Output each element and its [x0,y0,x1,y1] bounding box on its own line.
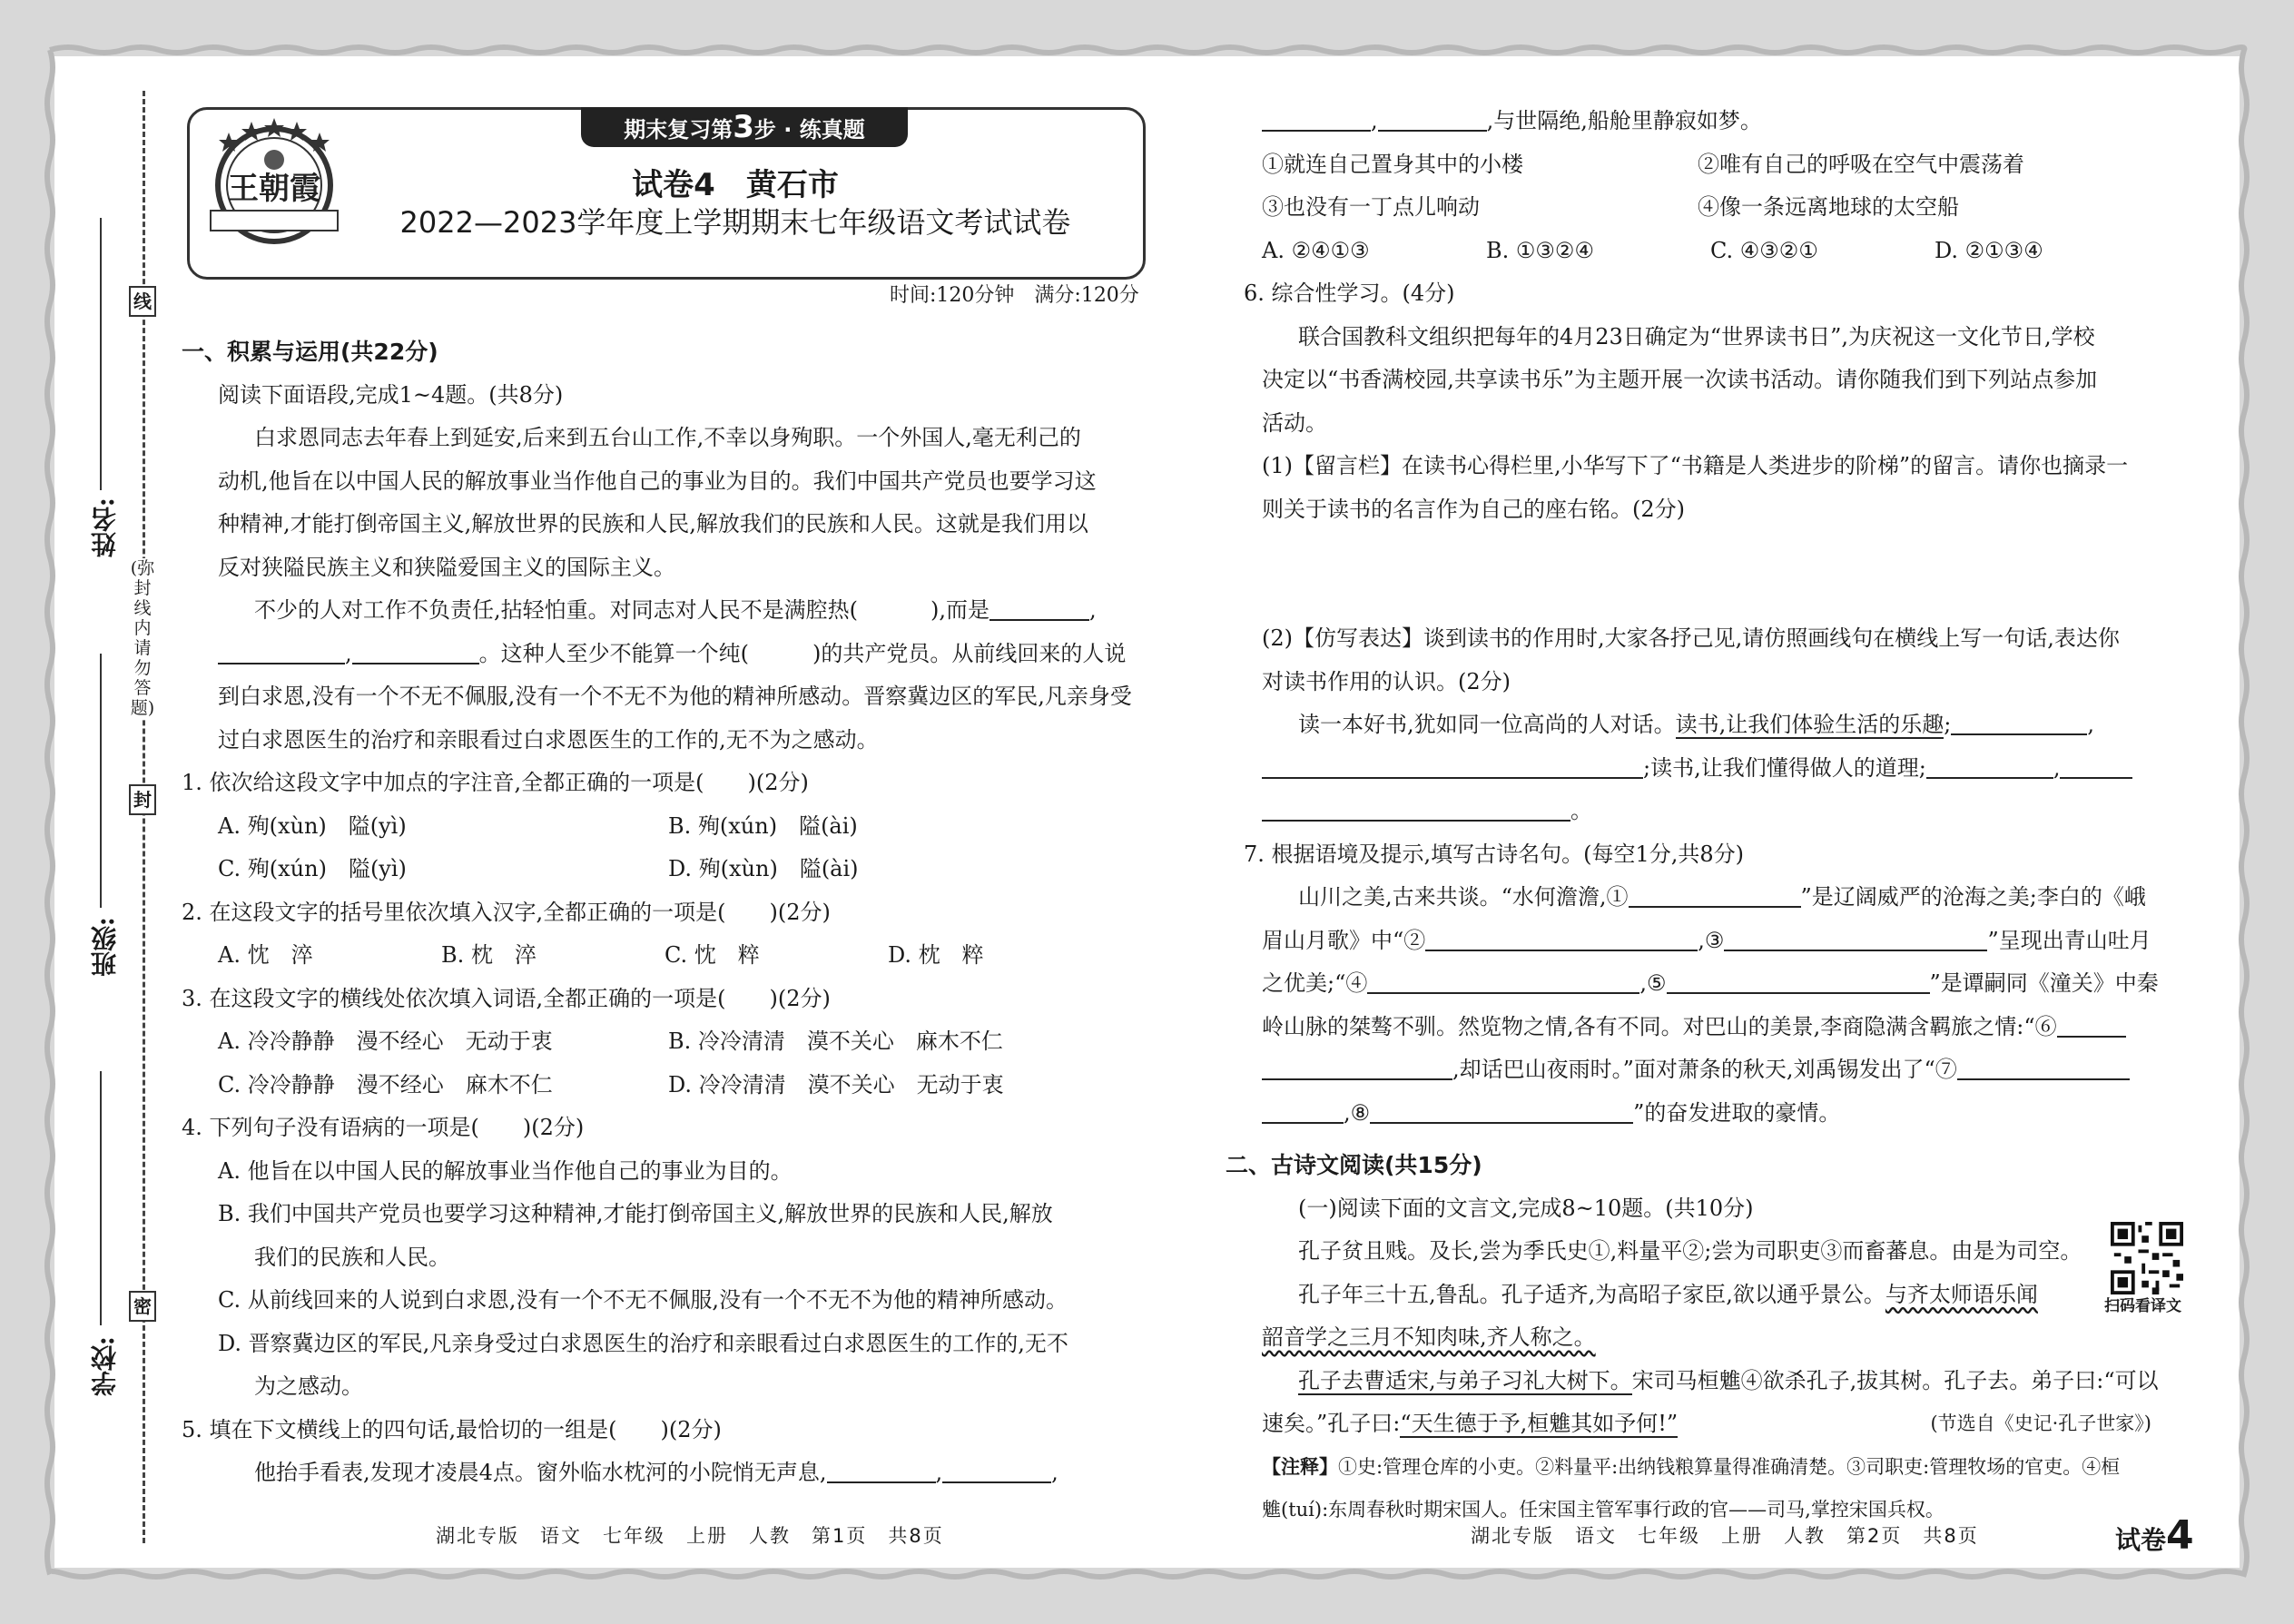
cl3-wavy: 韶音学之三月不知肉味,齐人称之。 [1262,1324,1596,1350]
para2-b: ),而是 [930,597,989,623]
classical-line-4 [1262,1360,2188,1403]
q6-2-line: 对读书作用的认识。(2分) [1262,668,1511,694]
notes-line-2: 魋(tuí):东周春秋时期宋国人。任宋国主管军事行政的官——司马,掌控宋国兵权。 [1262,1499,1944,1521]
binding-char-seal: 封 [129,784,156,815]
q6-para-line: 联合国教科文组织把每年的4月23日确定为“世界读书日”,为庆祝这一文化节日,学校 [1298,323,2095,349]
time-info: 时间:120分钟 满分:120分 [890,284,1139,307]
binding-char-dense: 密 [129,1291,156,1322]
q3-option-a[interactable]: A. 冷冷静静 漫不经心 无动于衷 [218,1029,553,1054]
q4-option-d-cont: 为之感动。 [254,1373,363,1399]
q1-option-c[interactable]: C. 殉(xún) 隘(yì) [218,856,407,881]
blank-line[interactable] [942,1456,1051,1483]
left-column [182,330,1153,1495]
paper-label: 试卷 [2115,1525,2167,1555]
poem-blank-7b[interactable] [1262,1097,1344,1124]
q6-1-line: (1)【留言栏】在读书心得栏里,小华写下了“书籍是人类进步的阶梯”的留言。请你也摘录一 [1262,453,2129,478]
tag-suffix: 步 · 练真题 [753,117,865,143]
q4-option-b[interactable]: B. 我们中国共产党员也要学习这种精神,才能打倒帝国主义,解放世界的民族和人民,解放 [218,1201,1053,1226]
para2-line: 到白求恩,没有一个不无不佩服,没有一个不无不为他的精神所感动。晋察冀边区的军民,凡亲身受 [218,684,1132,709]
paper-num: 4 [2166,1512,2194,1559]
cl5-a: 速矣。”孔子曰: [1262,1411,1401,1436]
footer-left: 湖北专版 语文 七年级 上册 人教 第1页 共8页 [436,1525,944,1547]
blank-line[interactable] [827,1456,936,1483]
blank-bracket[interactable] [749,637,812,664]
q1-option-b[interactable]: B. 殉(xún) 隘(ài) [668,812,858,839]
q7-line [1262,962,2188,1006]
para1-line: 动机,他旨在以中国人民的解放事业当作他自己的事业为目的。我们中国共产党员也要学习这 [218,468,1097,494]
q5-option-a[interactable]: A. ②④①③ [1262,237,1370,263]
question-4: 4. 下列句子没有语病的一项是( )(2分) [182,1115,585,1140]
section-2-heading: 二、古诗文阅读(共15分) [1226,1152,1482,1178]
q1-option-a[interactable]: A. 殉(xùn) 隘(yì) [218,812,407,839]
cl2-wavy: 与齐太师语乐闻 [1885,1281,2038,1307]
binding-note: (弥封线内请勿答题) [127,558,158,718]
q6-2-line3: 。 [1262,790,2188,833]
classical-line-2 [1262,1274,2188,1317]
right-column [1226,100,2188,1532]
q6-2-a: 读一本好书,犹如同一位高尚的人对话。 [1298,712,1676,737]
classical-line-3 [1262,1316,2188,1360]
para2-line: 过白求恩医生的治疗和亲眼看过白求恩医生的工作的,无不为之感动。 [218,726,879,753]
q6-1-answer-space[interactable] [1262,531,2188,617]
para1-line: 反对狭隘民族主义和狭隘爱国主义的国际主义。 [218,554,675,580]
brand-logo [202,113,347,249]
question-1: 1. 依次给这段文字中加点的字注音,全都正确的一项是( )(2分) [182,770,809,795]
question-3: 3. 在这段文字的横线处依次填入词语,全都正确的一项是( )(2分) [182,985,831,1011]
blank-line[interactable] [1262,752,1643,779]
qr-code-icon[interactable] [2111,1222,2183,1294]
poem-blank-6[interactable] [2057,1010,2126,1038]
question-7: 7. 根据语境及提示,填写古诗名句。(每空1分,共8分) [1244,841,1745,867]
poem-blank-1[interactable] [1629,881,1801,908]
classical-line-1: 孔子贫且贱。及长,尝为季氏史①,料量平②;尝为司职吏③而畜蕃息。由是为司空。 [1298,1238,2082,1264]
q7-line [1262,1092,2188,1136]
name-label: 姓名: [90,497,120,558]
q1-option-d[interactable]: D. 殉(xùn) 隘(ài) [668,856,859,881]
q7-line [1262,1006,2188,1049]
q5-item-2: ②唯有自己的呼吸在空气中震荡着 [1698,151,2024,177]
blank-line[interactable] [1951,708,2087,735]
class-field[interactable] [100,654,102,908]
paper-number [2115,1512,2194,1559]
q5-continuation: , ,与世隔绝,船舱里静寂如梦。 [1262,100,2188,143]
notes-label: 【注释】 [1262,1455,1338,1478]
q6-2-c: ;读书,让我们懂得做人的道理; [1643,754,1926,781]
qr-label: 扫码看译文 [2104,1297,2181,1315]
reading-intro: 阅读下面语段,完成1~4题。(共8分) [218,381,564,408]
q6-2-prompt: 读一本好书,犹如同一位高尚的人对话。读书,让我们体验生活的乐趣; , [1262,704,2188,747]
q7-g: ,⑤ [1639,970,1667,996]
q4-option-c[interactable]: C. 从前线回来的人说到白求恩,没有一个不无不佩服,没有一个不无不为他的精神所感动。 [218,1287,1068,1313]
q5-text: 他抬手看表,发现才凌晨4点。窗外临水枕河的小院悄无声息, , , [182,1452,1153,1495]
binding-char-line: 线 [129,286,156,317]
q6-para-line: 活动。 [1262,409,1327,436]
q7-l: ”的奋发进取的豪情。 [1633,1099,1841,1126]
blank-line[interactable] [1926,752,2053,779]
q4-option-a[interactable]: A. 他旨在以中国人民的解放事业当作他自己的事业为目的。 [218,1157,793,1184]
tag-step: 3 [733,109,754,145]
school-field[interactable] [100,1071,102,1325]
notes-line-1 [1262,1446,2188,1490]
q5-option-d[interactable]: D. ②①③④ [1935,237,2043,263]
blank-line[interactable] [218,637,345,664]
q7-line [1262,920,2188,963]
q5-item-1: ①就连自己置身其中的小楼 [1262,151,1523,177]
question-2: 2. 在这段文字的括号里依次填入汉字,全都正确的一项是( )(2分) [182,899,831,925]
q7-line [1262,1048,2188,1092]
q5-cont-text: ,与世隔绝,船舱里静寂如梦。 [1486,108,1762,133]
poem-blank-4[interactable] [1367,967,1639,994]
class-label: 班级: [90,917,120,978]
para2-line: , 。这种人至少不能算一个纯( )的共产党员。从前线回来的人说 [182,633,1153,676]
q5-item-4: ④像一条远离地球的太空船 [1698,194,1959,220]
q7-d: ,③ [1698,927,1725,953]
q7-line [1262,876,2188,920]
q3-option-b[interactable]: B. 冷冷清清 漠不关心 麻木不仁 [668,1029,1003,1054]
q7-j: ,却话巴山夜雨时。”面对萧条的秋天,刘禹锡发出了“⑦ [1452,1057,1957,1082]
para2-d: )的共产党员。从前线回来的人说 [812,640,1127,666]
para1-line: 种精神,才能打倒帝国主义,解放世界的民族和人民,解放我们的民族和人民。这就是我们用以 [218,511,1088,536]
q3-option-d[interactable]: D. 冷冷清清 漠不关心 无动于衷 [668,1071,1004,1097]
poem-blank-7[interactable] [1957,1053,2130,1080]
poem-blank-2[interactable] [1425,924,1698,951]
q2-option-a[interactable]: A. 忱 淬 [218,942,313,968]
blank-line[interactable] [1262,104,1371,132]
logo-text: 王朝霞 [228,171,320,207]
q2-option-b[interactable]: B. 枕 淬 [441,942,537,968]
poem-blank-6b[interactable] [1262,1053,1452,1080]
blank-bracket[interactable] [858,594,930,621]
blank-line[interactable] [2060,752,2132,779]
q2-option-c[interactable]: C. 忱 粹 [665,942,760,968]
sub-section-1: (一)阅读下面的文言文,完成8~10题。(共10分) [1298,1195,1754,1221]
q6-para-line: 决定以“书香满校园,共享读书乐”为主题开展一次读书活动。请你随我们到下列站点参加 [1262,367,2098,392]
blank-line[interactable] [989,594,1089,621]
blank-line[interactable] [1262,794,1570,822]
cl4-b: 宋司马桓魋④欲杀孔子,拔其树。孔子去。弟子曰:“可以 [1631,1367,2159,1393]
cl2-a: 孔子年三十五,鲁乱。孔子适齐,为高昭子家臣,欲以通乎景公。 [1298,1281,1885,1307]
q5-lead: 他抬手看表,发现才凌晨4点。窗外临水枕河的小院悄无声息, [254,1460,827,1485]
q2-option-d[interactable]: D. 枕 粹 [888,942,984,968]
q4-option-d[interactable]: D. 晋察冀边区的军民,凡亲身受过白求恩医生的治疗和亲眼看过白求恩医生的工作的,无不 [218,1330,1068,1356]
q5-option-b[interactable]: B. ①③②④ [1486,237,1594,263]
q7-c: 眉山月歌》中“② [1262,927,1426,953]
source-citation: (节选自《史记·孔子世家》) [1930,1412,2151,1434]
q7-e: ”呈现出青山吐月 [1987,927,2151,953]
q7-b: ”是辽阔威严的沧海之美;李白的《峨 [1800,884,2146,910]
blank-line[interactable] [1378,104,1487,132]
section-1-heading: 一、积累与运用(共22分) [182,339,438,365]
note-1: ①史:管理仓库的小吏。②料量平:出纳钱粮算量得准确清楚。③司职吏:管理牧场的官吏。④桓 [1338,1455,2121,1478]
poem-blank-3[interactable] [1724,924,1987,951]
q6-2-line2: ;读书,让我们懂得做人的道理; , [1262,747,2188,791]
cl4-underlined: 孔子去曹适宋,与弟子习礼大树下。 [1298,1367,1632,1393]
q7-a: 山川之美,古来共谈。“水何澹澹,① [1298,884,1629,910]
q6-2-line: (2)【仿写表达】谈到读书的作用时,大家各抒己见,请仿照画线句在横线上写一句话,表达你 [1262,625,2120,651]
q7-k: ,⑧ [1344,1099,1371,1126]
para1-line: 白求恩同志去年春上到延安,后来到五台山工作,不幸以身殉职。一个外国人,毫无利己的 [254,425,1081,450]
page-subtitle: 2022—2023学年度上学期期末七年级语文考试试卷 [399,205,1071,240]
poem-blank-8[interactable] [1370,1097,1633,1124]
q6-1-line: 则关于读书的名言作为自己的座右铭。(2分) [1262,496,1685,522]
question-6: 6. 综合性学习。(4分) [1244,281,1455,306]
cl5-underlined: “天生德于予,桓魋其如予何!” [1400,1411,1679,1436]
q7-f: 之优美;“④ [1262,970,1368,996]
para2-line: 不少的人对工作不负责任,拈轻怕重。对同志对人民不是满腔热( ),而是 , [182,589,1153,633]
tag-prefix: 期末复习第 [624,117,733,143]
page-title: 试卷4 黄石市 [632,167,839,203]
poem-blank-5[interactable] [1667,967,1930,994]
step-tag [581,107,908,147]
q3-option-c[interactable]: C. 冷冷静静 漫不经心 麻木不仁 [218,1071,553,1097]
question-5: 5. 填在下文横线上的四句话,最恰切的一组是( )(2分) [182,1416,722,1442]
name-field[interactable] [100,218,102,490]
q6-2-underlined: 读书,让我们体验生活的乐趣 [1675,712,1944,737]
q4-option-b-cont: 我们的民族和人民。 [254,1244,450,1270]
q5-item-3: ③也没有一丁点儿响动 [1262,194,1480,220]
q7-h: ”是谭嗣同《潼关》中秦 [1929,970,2159,996]
classical-line-5 [1262,1403,2188,1446]
q7-i: 岭山脉的桀骜不驯。然览物之情,各有不同。对巴山的美景,李商隐满含羁旅之情:“⑥ [1262,1013,2057,1039]
school-label: 学校: [90,1336,120,1397]
blank-line[interactable] [352,637,479,664]
q5-option-c[interactable]: C. ④③②① [1710,237,1818,263]
footer-right: 湖北专版 语文 七年级 上册 人教 第2页 共8页 [1471,1525,1979,1547]
para2-c: 。这种人至少不能算一个纯( [478,640,750,666]
para2-a: 不少的人对工作不负责任,拈轻怕重。对同志对人民不是满腔热( [254,597,858,623]
